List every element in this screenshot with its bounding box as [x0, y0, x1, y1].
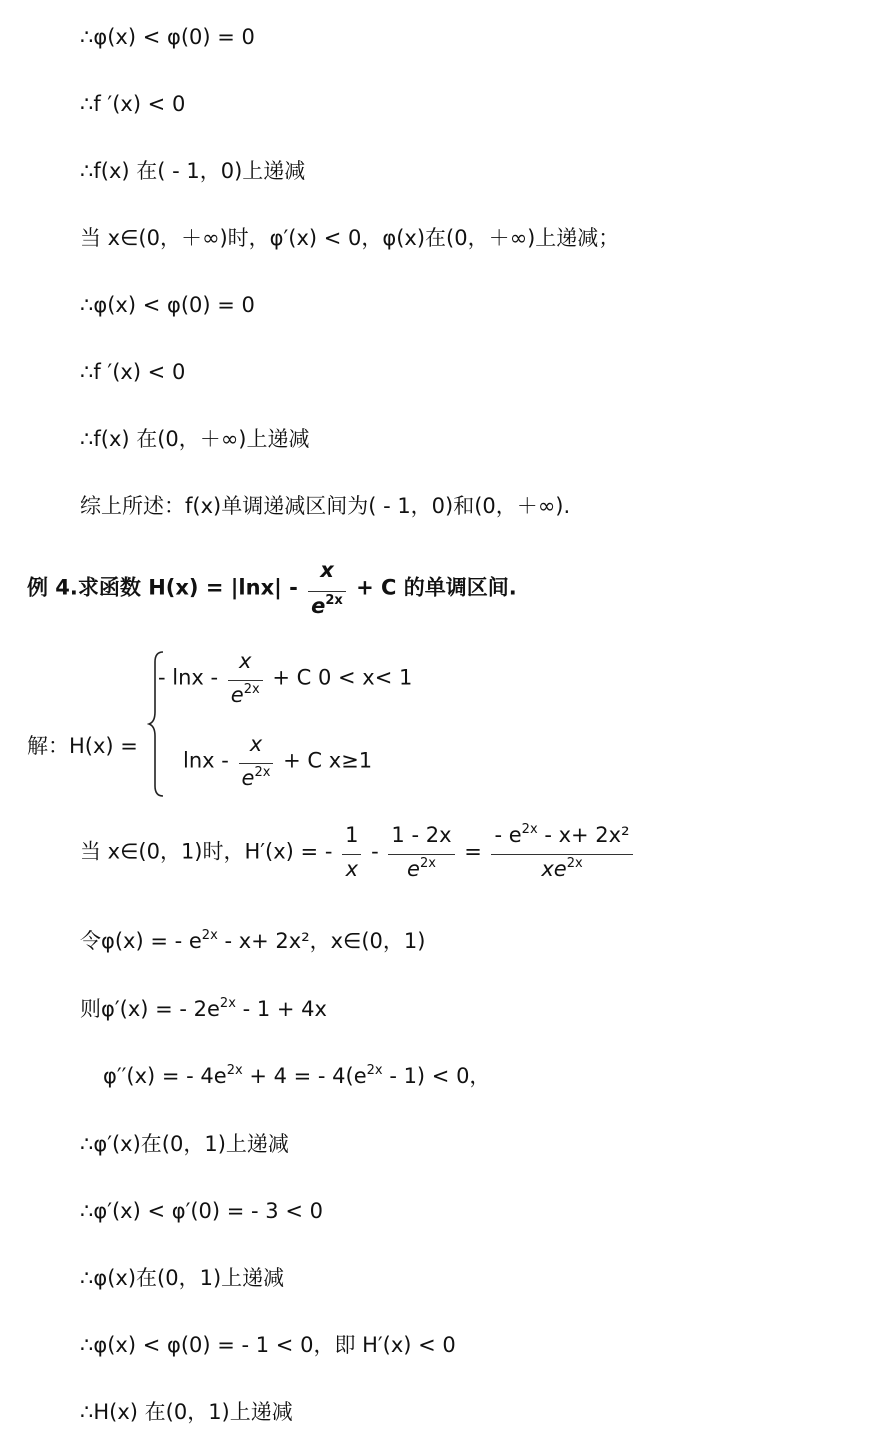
d1-f3-den: xe: [541, 857, 567, 881]
piecewise-row-1: [158, 648, 412, 709]
l12-sup1: 2x: [226, 1063, 243, 1078]
summary-line: 综上所述：f(x)单调递减区间为( - 1，0)和(0，＋∞).: [80, 494, 571, 518]
pw2-den: e: [241, 766, 255, 790]
d1-f2-sup: 2x: [419, 856, 436, 871]
text-line-16: ∴φ(x) < φ(0) = - 1 < 0，即 H′(x) < 0: [80, 1333, 456, 1357]
example-title-prefix: 例 4.求函数 H(x) = |lnx| -: [27, 575, 298, 600]
example-fraction: [308, 557, 346, 620]
text-line-6: ∴f ′(x) < 0: [80, 360, 186, 384]
text-line-3: ∴f(x) 在( - 1，0)上递减: [80, 159, 306, 183]
text-line-11: [80, 994, 327, 1024]
l10-sup: 2x: [201, 928, 218, 943]
d1-prefix: 当 x∈(0，1)时，H′(x) = -: [80, 839, 333, 864]
text-line-2: ∴f ′(x) < 0: [80, 92, 186, 116]
d1-f3-num-b: - x+ 2x²: [544, 823, 630, 847]
d1-f3-den-sup: 2x: [566, 856, 583, 871]
text-line-4: 当 x∈(0，＋∞)时，φ′(x) < 0，φ(x)在(0，＋∞)上递减；: [80, 226, 620, 250]
text-line-12: [103, 1061, 490, 1091]
text-line-1: ∴φ(x) < φ(0) = 0: [80, 25, 255, 49]
l12-sup2: 2x: [366, 1063, 383, 1078]
pw1-sup: 2x: [243, 682, 260, 697]
l10-a: 令φ(x) = - e: [80, 929, 202, 953]
pw1-den: e: [230, 683, 244, 707]
d1-f2-num: 1 - 2x: [391, 823, 452, 847]
d1-f1-den: x: [342, 854, 361, 883]
l12-a: φ′′(x) = - 4e: [103, 1064, 227, 1088]
d1-mid: -: [371, 839, 379, 864]
l12-c: - 1) < 0，: [389, 1064, 491, 1088]
pw2-right: + C x≥1: [283, 748, 373, 773]
pw1-left: - lnx -: [158, 665, 219, 690]
d1-f3-num-a: - e: [494, 823, 522, 847]
pw1-right: + C 0 < x< 1: [272, 665, 413, 690]
text-line-7: ∴f(x) 在(0，＋∞)上递减: [80, 427, 310, 451]
d1-f3-num-sup: 2x: [521, 822, 538, 837]
pw1-num: x: [238, 649, 252, 673]
text-line-15: ∴φ(x)在(0，1)上递减: [80, 1266, 285, 1290]
solution-label: 解：H(x) =: [27, 734, 138, 758]
d1-eq: =: [464, 839, 482, 864]
l11-sup: 2x: [219, 996, 236, 1011]
l11-b: - 1 + 4x: [242, 997, 327, 1021]
d1-f1-num: 1: [345, 823, 359, 847]
text-line-5: ∴φ(x) < φ(0) = 0: [80, 293, 255, 317]
text-line-10: [80, 926, 425, 956]
l10-b: - x+ 2x²，x∈(0，1): [224, 929, 426, 953]
text-line-13: ∴φ′(x)在(0，1)上递减: [80, 1132, 289, 1156]
text-line-14: ∴φ′(x) < φ′(0) = - 3 < 0: [80, 1199, 323, 1223]
example-fraction-num: x: [320, 558, 334, 582]
piecewise-row-2: [183, 731, 372, 792]
pw2-sup: 2x: [254, 765, 271, 780]
example-fraction-sup: 2x: [325, 593, 343, 608]
l11-a: 则φ′(x) = - 2e: [80, 997, 220, 1021]
text-line-17: ∴H(x) 在(0，1)上递减: [80, 1400, 293, 1424]
d1-f2-den: e: [407, 857, 420, 881]
example-title: [27, 557, 517, 620]
l12-b: + 4 = - 4(e: [249, 1064, 367, 1088]
example-fraction-den: e: [311, 594, 326, 618]
pw2-num: x: [249, 732, 263, 756]
example-title-suffix: + C 的单调区间.: [356, 575, 517, 600]
derivative-line: [80, 822, 636, 883]
pw2-left: lnx -: [183, 748, 229, 773]
